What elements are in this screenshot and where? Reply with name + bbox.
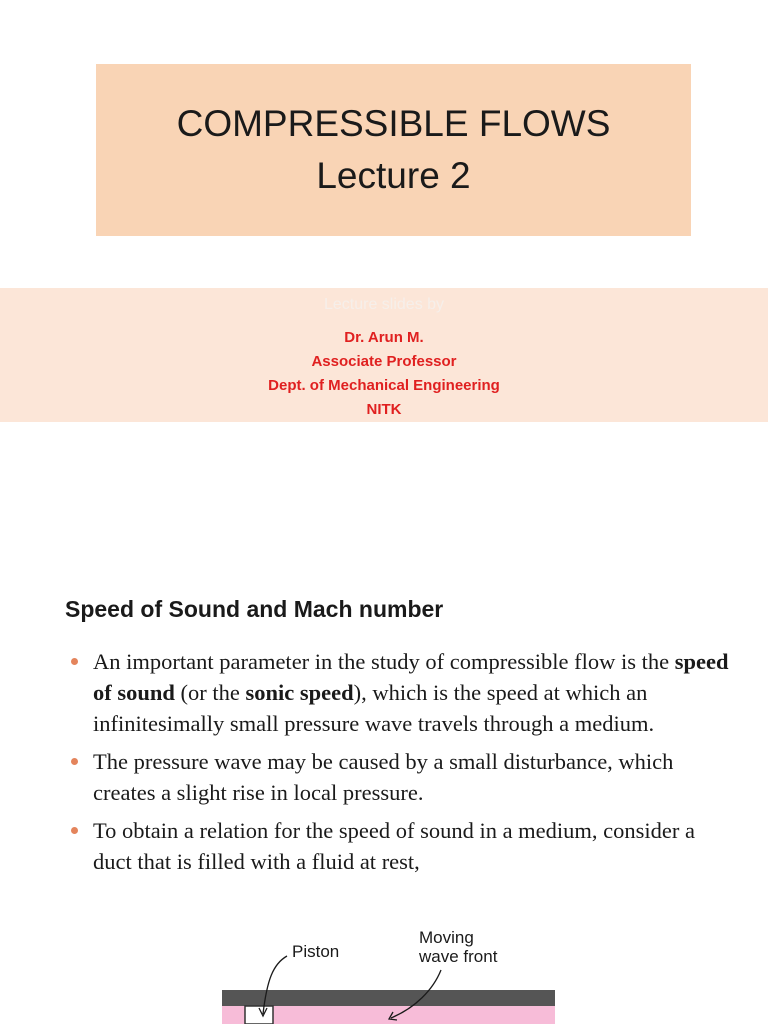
piston-label: Piston: [292, 942, 340, 961]
bullet-list: [93, 646, 733, 884]
author-institute: NITK: [366, 401, 402, 418]
author-block: [0, 326, 768, 422]
bullet-item: To obtain a relation for the speed of sound in a medium, consider a duct that is filled with a fluid at rest,: [93, 815, 733, 877]
author-department: Dept. of Mechanical Engineering: [268, 377, 500, 394]
duct-figure: [215, 920, 560, 1024]
bullet-item: The pressure wave may be caused by a small disturbance, which creates a slight rise in local pressure.: [93, 746, 733, 808]
lecture-slides-by-label: Lecture slides by: [323, 296, 445, 313]
wave-front-label: Moving wave front: [419, 928, 498, 966]
bullet-item: An important parameter in the study of compressible flow is the speed of sound (or the sonic speed), which is the speed at which an infinitesimally small pressure wave travels through a medium.: [93, 646, 733, 739]
duct-wall: [222, 990, 555, 1006]
author-position: Associate Professor: [311, 353, 457, 370]
author-band: [0, 288, 768, 422]
author-name: Dr. Arun M.: [344, 329, 424, 346]
bold-term-speed-of-sound: speed of sound: [93, 649, 729, 705]
title-lecture: Lecture 2: [316, 155, 471, 196]
bold-term-sonic-speed: sonic speed: [245, 680, 354, 705]
title-box: [96, 64, 691, 236]
slide-heading: Speed of Sound and Mach number: [65, 596, 444, 622]
duct-diagram: [215, 920, 560, 1024]
title-main: COMPRESSIBLE FLOWS: [176, 102, 611, 144]
